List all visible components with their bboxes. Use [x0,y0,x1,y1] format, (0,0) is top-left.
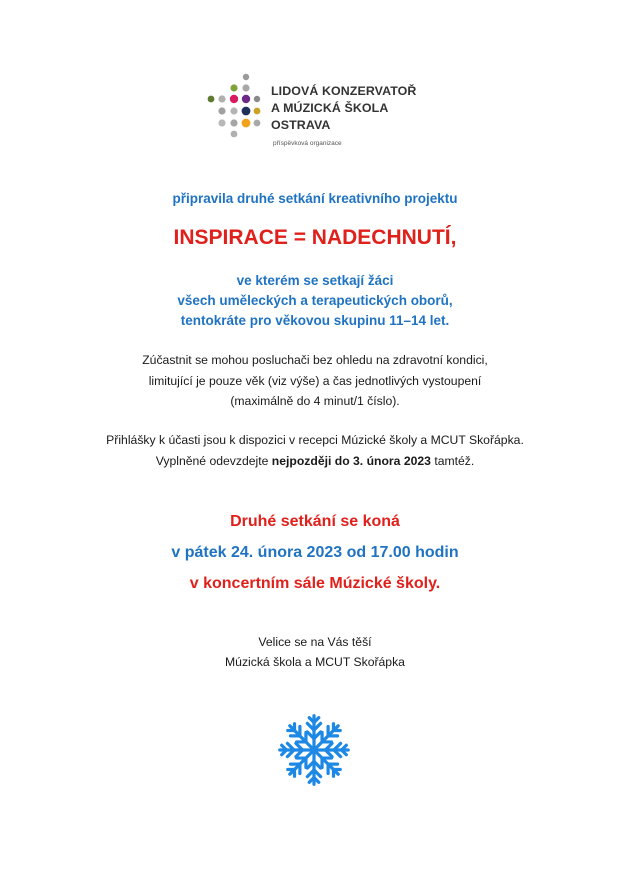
event-announcement: Druhé setkání se koná [230,513,400,530]
participation-line-1: Zúčastnit se mohou posluchači bez ohledu na zdravotní kondici, [142,353,488,367]
event-headline: INSPIRACE = NADECHNUTÍ, [173,226,457,249]
audience-line-3: tentokráte pro věkovou skupinu 11–14 let. [180,313,450,328]
audience-line-2: všech uměleckých a terapeutických oborů, [177,293,453,308]
closing-signature [0,632,630,672]
logo-wordmark [271,83,416,134]
event-date-time: v pátek 24. února 2023 od 17.00 hodin [171,544,459,561]
logo-line-3: OSTRAVA [271,118,331,132]
audience-description [0,271,630,331]
application-line-2 [0,451,630,472]
dot-grid-logo-icon [203,72,267,138]
deadline-suffix: tamtéž. [430,453,475,468]
intro-text: připravila druhé setkání kreativního projektu [172,191,458,206]
deadline-prefix: Vyplněné odevzdejte [155,453,272,468]
application-paragraph [0,430,630,471]
event-venue: v koncertním sále Múzické školy. [189,575,441,592]
application-line-1: Přihlášky k účasti jsou k dispozici v recepci Múzické školy a MCUT Skořápka. [106,433,524,447]
logo-subtitle: příspěvková organizace [273,140,342,147]
participation-line-3: (maximálně do 4 minut/1 číslo). [230,394,400,408]
logo-line-1: LIDOVÁ KONZERVATOŘ [271,84,417,98]
snowflake-icon [276,712,352,788]
logo-line-2: A MÚZICKÁ ŠKOLA [271,101,389,115]
closing-line-1: Velice se na Vás těší [258,635,372,649]
deadline-date: nejpozději do 3. února 2023 [271,453,431,468]
participation-paragraph [0,350,630,412]
closing-line-2: Múzická škola a MCUT Skořápka [225,655,405,669]
participation-line-2: limitující je pouze věk (viz výše) a čas jednotlivých vystoupení [148,373,482,388]
audience-line-1: ve kterém se setkají žáci [236,273,394,288]
school-logo [203,72,443,152]
